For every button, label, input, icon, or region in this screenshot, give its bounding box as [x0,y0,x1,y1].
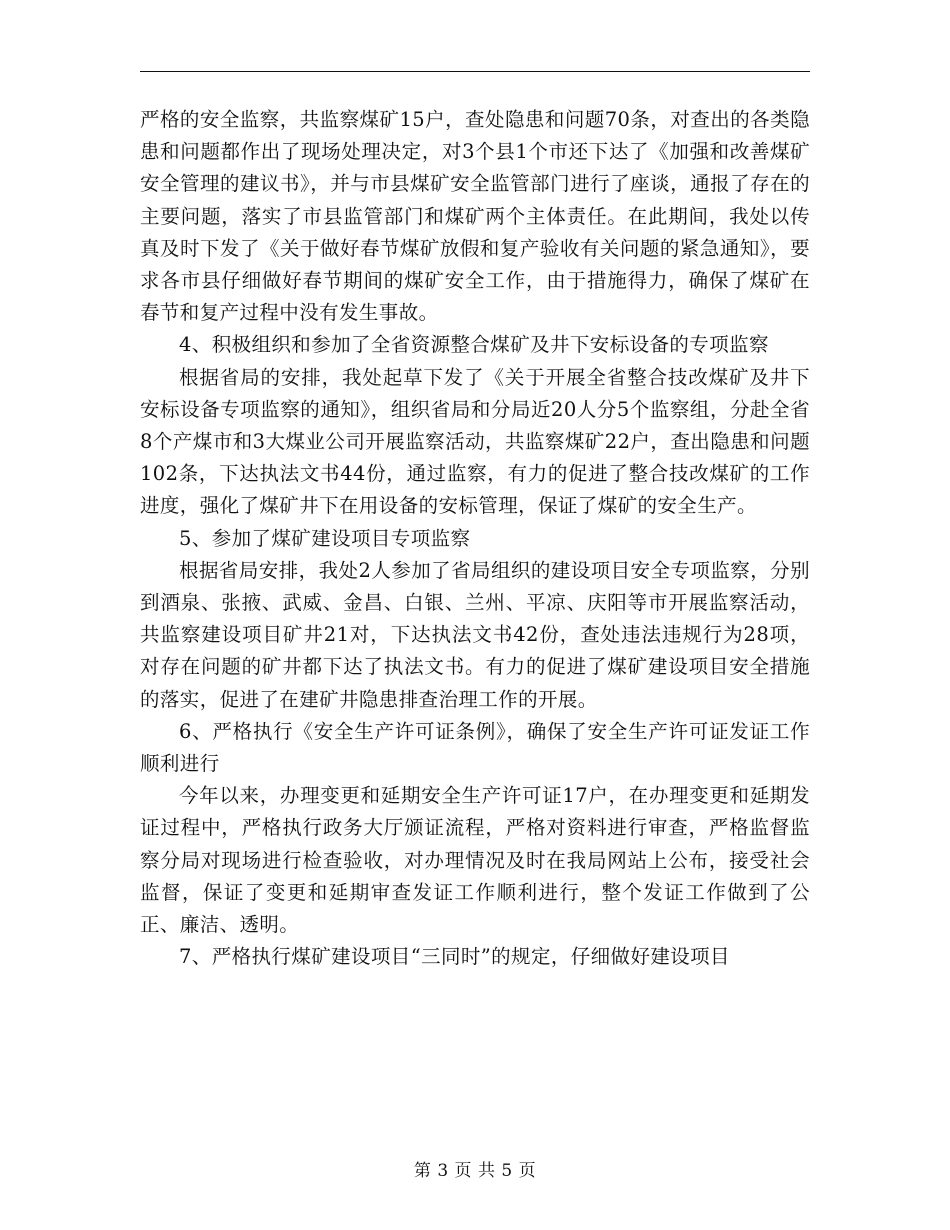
heading-item-5: 5、参加了煤矿建设项目专项监察 [179,526,471,550]
paragraph-inspection-summary: 严格的安全监察，共监察煤矿15户，查处隐患和问题70条，对查出的各类隐患和问题都作出了现场处理决定，对3个县1个市还下达了《加强和改善煤矿安全管理的建议书》，并与市县煤矿安全监管部门进行了座谈，通报了存在的主要问题，落实了市县监管部门和煤矿两个主体责任。在此期间，我处以传真及时下发了《关于做好春节煤矿放假和复产验收有关问题的紧急通知》，要求各市县仔细做好春节期间的煤矿安全工作，由于措施得力，确保了煤矿在春节和复产过程中没有发生事故。 [140,108,810,325]
paragraph-item-6: 今年以来，办理变更和延期安全生产许可证17户，在办理变更和延期发证过程中，严格执行政务大厅颁证流程，严格对资料进行审查，严格监督监察分局对现场进行检查验收，对办理情况及时在我局网站上公布，接受社会监督，保证了变更和延期审查发证工作顺利进行，整个发证工作做到了公正、廉洁、透明。 [140,784,810,937]
page-number-footer: 第 3 页 共 5 页 [413,1161,537,1181]
heading-item-7: 7、严格执行煤矿建设项目“三同时”的规定，仔细做好建设项目 [179,945,730,969]
heading-item-4: 4、积极组织和参加了全省资源整合煤矿及井下安标设备的专项监察 [179,333,769,357]
paragraph-item-4: 根据省局的安排，我处起草下发了《关于开展全省整合技改煤矿及井下安标设备专项监察的通知》，组织省局和分局近20人分5个监察组，分赴全省8个产煤市和3大煤业公司开展监察活动，共监察煤矿22户，查出隐患和问题102条，下达执法文书44份，通过监察，有力的促进了整合技改煤矿的工作进度，强化了煤矿井下在用设备的安标管理，保证了煤矿的安全生产。 [140,365,810,518]
paragraph-item-5: 根据省局安排，我处2人参加了省局组织的建设项目安全专项监察，分别到酒泉、张掖、武威、金昌、白银、兰州、平凉、庆阳等市开展监察活动，共监察建设项目矿井21对，下达执法文书42份，查处违法违规行为28项，对存在问题的矿井都下达了执法文书。有力的促进了煤矿建设项目安全措施的落实，促进了在建矿井隐患排查治理工作的开展。 [140,558,810,711]
header-rule [140,71,810,72]
document-body [140,104,810,973]
heading-item-6: 6、严格执行《安全生产许可证条例》，确保了安全生产许可证发证工作顺利进行 [140,719,810,776]
